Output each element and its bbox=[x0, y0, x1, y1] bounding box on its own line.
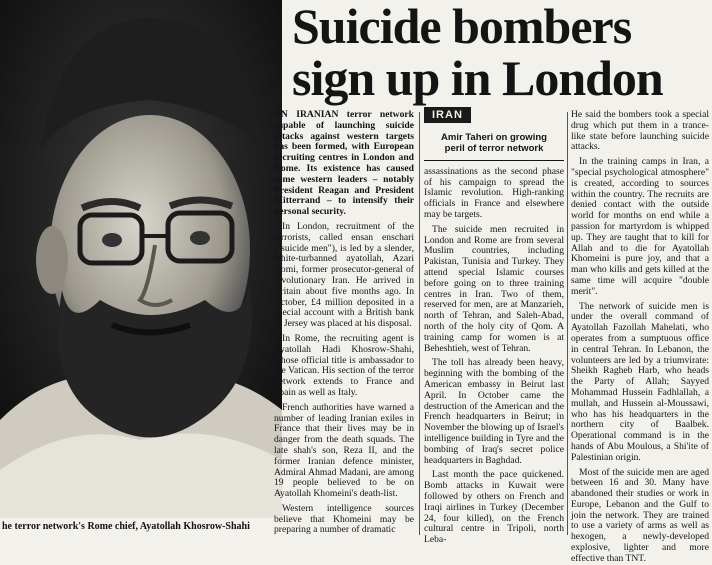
article-paragraph: assassinations as the second phase of his campaign to spread the Islamic revolution. High-ranking officials in France and elsewhere may be targets. bbox=[424, 165, 564, 220]
article-paragraph: The suicide men recruited in London and Rome are from several Muslim countries, including Pakistan, Tunisia and Turkey. They attend special Islamic courses before going on to three training centres in Iran. Two of them, reserved for men, are at Manzarieh, north of Tehran, and Saleh-Abad, north of the holy city of Qom. A training camp for women is at Beheshtieh, west of Tehran. bbox=[424, 223, 564, 354]
article-paragraph: Most of the suicide men are aged between 16 and 30. Many have abandoned their studies or work in Europe, Lebanon and the Gulf to join the network. They are trained to use a variety of arms as well as hexogen, a newly-developed explosive, lighter and more effective than TNT. bbox=[571, 466, 709, 564]
headline bbox=[292, 0, 712, 104]
headline-line-1: Suicide bombers bbox=[292, 0, 632, 54]
headline-line-2: sign up in London bbox=[292, 50, 663, 106]
portrait-illustration bbox=[0, 0, 282, 518]
article-paragraph: He said the bombers took a special drug which put them in a trance-like state before launching suicide attacks. bbox=[571, 109, 709, 153]
photo-caption: he terror network's Rome chief, Ayatollah Khosrow-Shahi bbox=[2, 521, 250, 532]
article-paragraph: French authorities have warned a number of leading Iranian exiles in France that their lives may be in danger from the death squads. The late shah's son, Reza II, and the former Iranian defence minister, Admiral Ahmad Madani, are among 19 people believed to be on Ayatollah Khomeini's death-list. bbox=[274, 401, 414, 500]
column-rule bbox=[419, 112, 420, 535]
article-paragraph: The toll has already been heavy, beginning with the bombing of the American embassy in Beirut last April. In October came the destruction of the American and the French headquarters in Beirut; in November the blowing up of Israel's intelligence building in Tyre and the bombing of Iraq's secret police headquarters in Baghdad. bbox=[424, 357, 565, 466]
article-column-1 bbox=[274, 110, 414, 535]
section-kicker-box bbox=[424, 110, 564, 122]
article-column-3 bbox=[571, 109, 709, 564]
article-paragraph: Last month the pace quickened. Bomb attacks in Kuwait were followed by others on French and Iraqi airlines in Turkey (December 24, four killed), on the French cultural centre in Tripoli, north Leba- bbox=[424, 469, 564, 546]
photo-ayatollah-khosrow-shahi bbox=[0, 0, 282, 518]
byline-author: Amir Taheri on growing bbox=[441, 131, 547, 143]
article-column-2 bbox=[424, 109, 565, 546]
byline bbox=[424, 128, 564, 161]
article-paragraph: In Rome, the recruiting agent is Ayatollah Hadi Khosrow-Shahi, whose official title is ambassador to the Vatican. His section of the terror network extends to France and Spain as well as Italy. bbox=[274, 332, 414, 398]
section-kicker: IRAN bbox=[424, 107, 471, 123]
article-paragraph: In London, recruitment of the terrorists, called ensan enschari ("suicide men"), is led by a slender, white-turbanned ayatollah, Azari Qomi, former prosecutor-general of revolutionary Iran. He arrived in Britain about five months ago. In October, £4 million deposited in a special account with a British bank in Jersey was placed at his disposal. bbox=[274, 220, 414, 330]
article-paragraph: AN IRANIAN terror network capable of launching suicide attacks against western targets has been formed, with European recruiting centres in London and Rome. Its existence has caused some western leaders – notably President Reagan and President Mitterrand – to intensify their personal security. bbox=[274, 109, 414, 218]
article-paragraph: The network of suicide men is under the overall command of Ayatollah Fazollah Mahelati, who operates from a sumptuous office in central Tehran. In Lebanon, the volunteers are led by a triumvirate: Sheikh Ragheb Harb, who heads the Party of Allah; Sayyed Mohammad Hussein Fadhlallah, a mullah, and Hussein al-Moussawi, who has his headquarters in the northern city of Baalbek. Operational command is in the hands of Abu Moulous, a Shi'ite of Palestinian origin. bbox=[571, 300, 709, 463]
article-paragraph: In the training camps in Iran, a "special psychological atmosphere" is created, according to sources within the country. The recruits are denied contact with the outside world for months on end while a passion for martyrdom is whipped up. They are taught that to kill for Allah and to die for Ayatollah Khomeini is pure joy, and that a man who kills and gets killed at the same time will acquire "double merit". bbox=[571, 156, 709, 297]
byline-tagline: peril of terror network bbox=[444, 142, 544, 154]
article-paragraph: Western intelligence sources believe that Khomeini may be preparing a number of dramatic bbox=[274, 502, 414, 536]
column-rule bbox=[567, 112, 568, 535]
